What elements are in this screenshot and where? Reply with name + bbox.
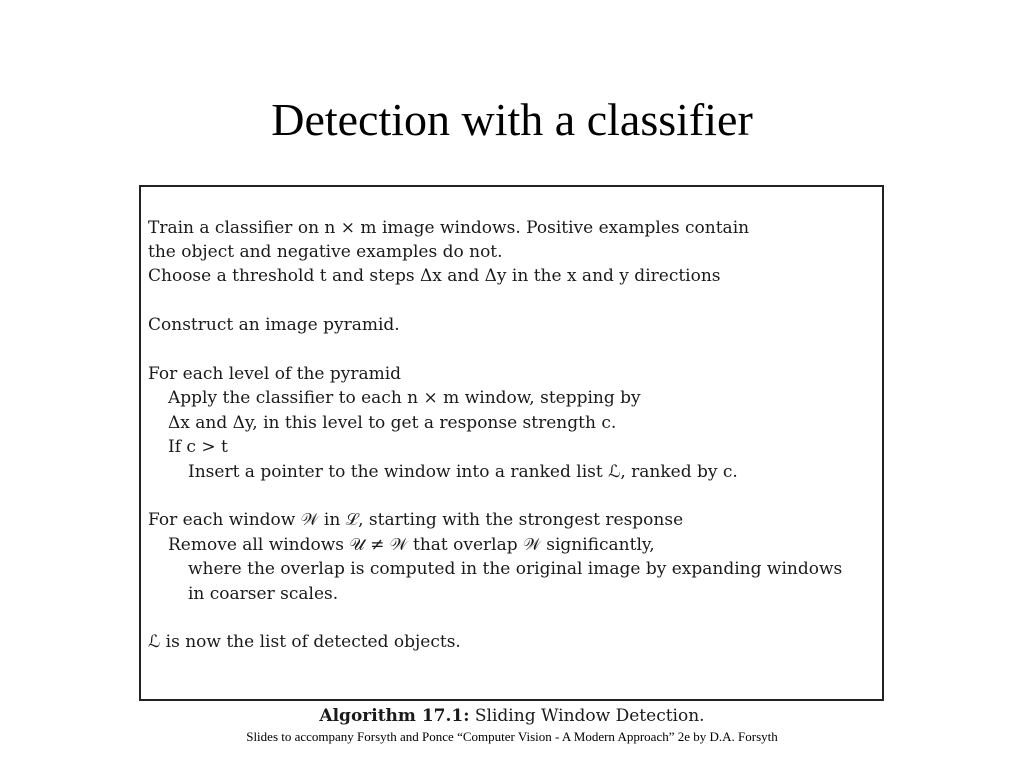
caption-label: Algorithm 17.1: [319,706,470,726]
slide-footer: Slides to accompany Forsyth and Ponce “Computer Vision - A Modern Approach” 2e by D.A. Forsyth [246,729,778,744]
algorithm-line: where the overlap is computed in the original image by expanding windows [188,559,843,579]
algorithm-box [139,185,884,701]
algorithm-line: Choose a threshold t and steps Δx and Δy in the x and y directions [148,266,721,286]
algorithm-line: ℒ is now the list of detected objects. [148,632,461,652]
algorithm-line: Insert a pointer to the window into a ranked list ℒ, ranked by c. [188,462,738,482]
algorithm-line: the object and negative examples do not. [148,242,503,262]
algorithm-line: For each window 𝒲 in ℒ, starting with the strongest response [148,510,684,530]
caption-text: Sliding Window Detection. [474,706,705,726]
slide-title: Detection with a classifier [271,94,753,145]
algorithm-line: If c > t [168,437,228,457]
algorithm-line: in coarser scales. [188,584,339,604]
algorithm-line: Δx and Δy, in this level to get a response strength c. [168,413,617,433]
algorithm-caption [0,704,1024,728]
algorithm-line: Apply the classifier to each n × m window, stepping by [168,388,641,408]
algorithm-line: For each level of the pyramid [148,364,402,384]
algorithm-line: Remove all windows 𝒰 ≠ 𝒲 that overlap 𝒲 significantly, [168,535,655,555]
algorithm-line: Train a classifier on n × m image windows. Positive examples contain [148,218,750,238]
algorithm-line: Construct an image pyramid. [148,315,400,335]
